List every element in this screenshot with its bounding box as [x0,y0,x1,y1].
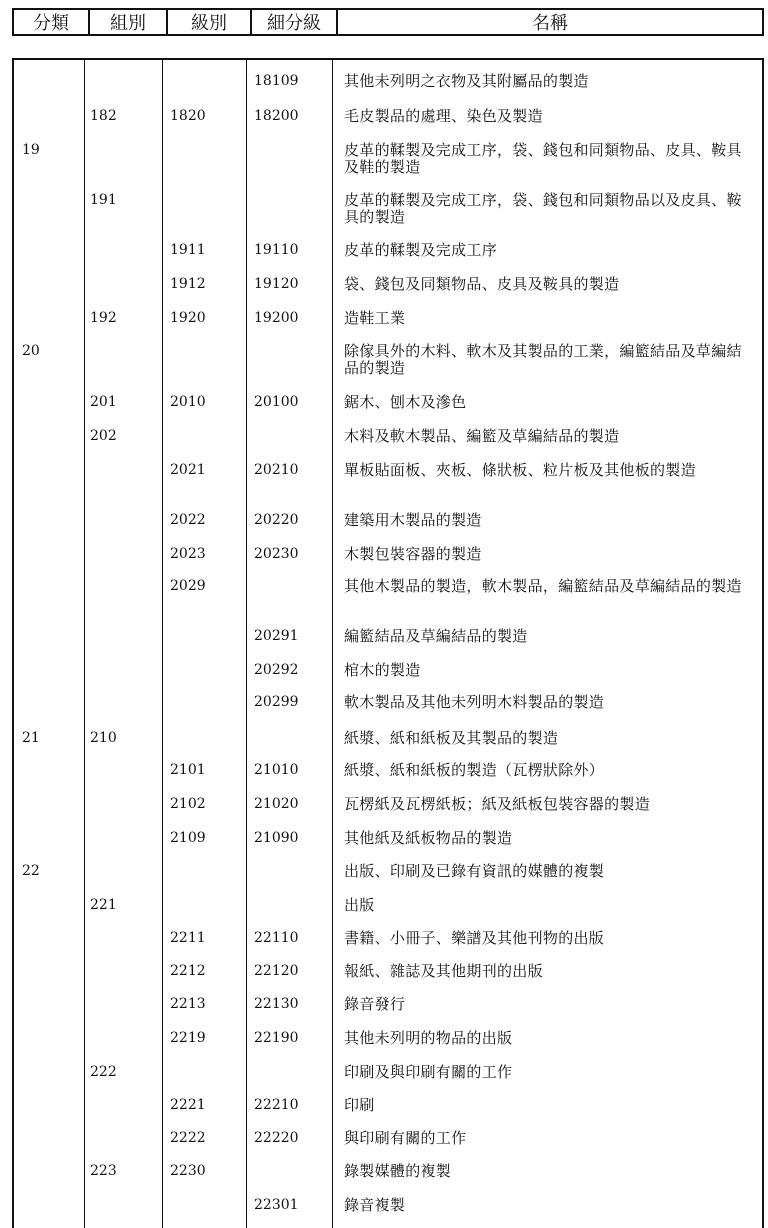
row-level: 2101 [170,762,206,778]
row-name: 木製包裝容器的製造 [344,545,482,563]
header-level: 級別 [168,10,252,34]
row-name: 報紙、雜誌及其他期刊的出版 [344,962,543,980]
row-name: 出版 [344,896,375,914]
row-subclass: 19120 [254,276,299,292]
row-class: 22 [22,863,40,879]
row-subclass: 20100 [254,394,299,410]
row-level: 2212 [170,963,206,979]
row-group: 201 [90,394,117,410]
row-subclass: 18200 [254,108,299,124]
row-level: 2029 [170,578,206,594]
row-subclass: 22220 [254,1130,299,1146]
column-divider [246,60,247,1228]
row-subclass: 22110 [254,930,299,946]
column-divider [84,60,85,1228]
row-name: 紙漿、紙和紙板及其製品的製造 [344,729,559,747]
row-name: 皮革的鞣製及完成工序，袋、錢包和同類物品以及皮具、鞍具的製造 [344,191,742,226]
row-level: 1911 [170,242,206,258]
column-divider [162,60,163,1228]
row-group: 182 [90,108,117,124]
row-subclass: 22301 [254,1197,299,1213]
row-name: 其他未列明的物品的出版 [344,1029,513,1047]
row-level: 1912 [170,276,206,292]
row-subclass: 22130 [254,996,299,1012]
row-name: 錄音複製 [344,1196,406,1214]
row-name: 皮革的鞣製及完成工序，袋、錢包和同類物品、皮具、鞍具及鞋的製造 [344,141,742,176]
row-level: 2211 [170,930,206,946]
row-name: 棺木的製造 [344,661,421,679]
row-subclass: 22120 [254,963,299,979]
row-subclass: 20220 [254,512,299,528]
row-subclass: 22190 [254,1030,299,1046]
row-group: 222 [90,1064,117,1080]
row-name: 木料及軟木製品、編籃及草編結品的製造 [344,427,620,445]
row-level: 1920 [170,310,206,326]
row-name: 建築用木製品的製造 [344,511,482,529]
row-subclass: 19200 [254,310,299,326]
row-level: 2230 [170,1163,206,1179]
row-level: 2213 [170,996,206,1012]
row-level: 2023 [170,546,206,562]
row-name: 毛皮製品的處理、染色及製造 [344,107,543,125]
row-name: 錄製媒體的複製 [344,1162,452,1180]
row-level: 2102 [170,796,206,812]
row-name: 與印刷有關的工作 [344,1129,467,1147]
row-level: 2021 [170,462,206,478]
row-group: 202 [90,428,117,444]
row-subclass: 21020 [254,796,299,812]
row-subclass: 22210 [254,1097,299,1113]
row-level: 2221 [170,1097,206,1113]
table-body [12,58,764,1228]
row-group: 210 [90,730,117,746]
row-name: 鋸木、刨木及滲色 [344,393,467,411]
row-name: 印刷及與印刷有關的工作 [344,1063,513,1081]
row-name: 其他木製品的製造，軟木製品，編籃結品及草編結品的製造 [344,577,742,595]
row-name: 軟木製品及其他未列明木料製品的製造 [344,693,605,711]
row-class: 21 [22,730,40,746]
row-level: 2010 [170,394,206,410]
row-group: 221 [90,897,117,913]
row-level: 2219 [170,1030,206,1046]
row-name: 印刷 [344,1096,375,1114]
column-divider [332,60,333,1228]
row-name: 其他未列明之衣物及其附屬品的製造 [344,72,589,90]
row-name: 紙漿、紙和紙板的製造（瓦楞狀除外） [344,761,605,779]
row-subclass: 20210 [254,462,299,478]
row-name: 錄音發行 [344,995,406,1013]
row-subclass: 20299 [254,694,299,710]
row-group: 191 [90,192,117,208]
row-class: 20 [22,343,40,359]
row-name: 皮革的鞣製及完成工序 [344,241,498,259]
row-name: 除傢具外的木料、軟木及其製品的工業，編籃結品及草編結品的製造 [344,342,742,377]
header-subclass: 細分級 [252,10,338,34]
header-class: 分類 [14,10,90,34]
row-subclass: 21010 [254,762,299,778]
header-group: 組別 [90,10,168,34]
row-name: 袋、錢包及同類物品、皮具及鞍具的製造 [344,275,620,293]
row-name: 單板貼面板、夾板、條狀板、粒片板及其他板的製造 [344,461,696,479]
row-level: 2109 [170,830,206,846]
row-group: 192 [90,310,117,326]
row-name: 造鞋工業 [344,309,406,327]
row-group: 223 [90,1163,117,1179]
row-level: 1820 [170,108,206,124]
row-name: 編籃結品及草編結品的製造 [344,627,528,645]
row-subclass: 20291 [254,628,299,644]
row-subclass: 18109 [254,73,299,89]
table-header [12,8,764,36]
row-subclass: 21090 [254,830,299,846]
row-level: 2222 [170,1130,206,1146]
row-subclass: 19110 [254,242,299,258]
row-name: 出版、印刷及已錄有資訊的媒體的複製 [344,862,605,880]
row-level: 2022 [170,512,206,528]
header-name: 名稱 [532,13,568,34]
row-name: 瓦楞紙及瓦楞紙板；紙及紙板包裝容器的製造 [344,795,651,813]
row-name: 其他紙及紙板物品的製造 [344,829,513,847]
row-name: 書籍、小冊子、樂譜及其他刊物的出版 [344,929,605,947]
row-subclass: 20292 [254,662,299,678]
row-subclass: 20230 [254,546,299,562]
row-class: 19 [22,142,40,158]
